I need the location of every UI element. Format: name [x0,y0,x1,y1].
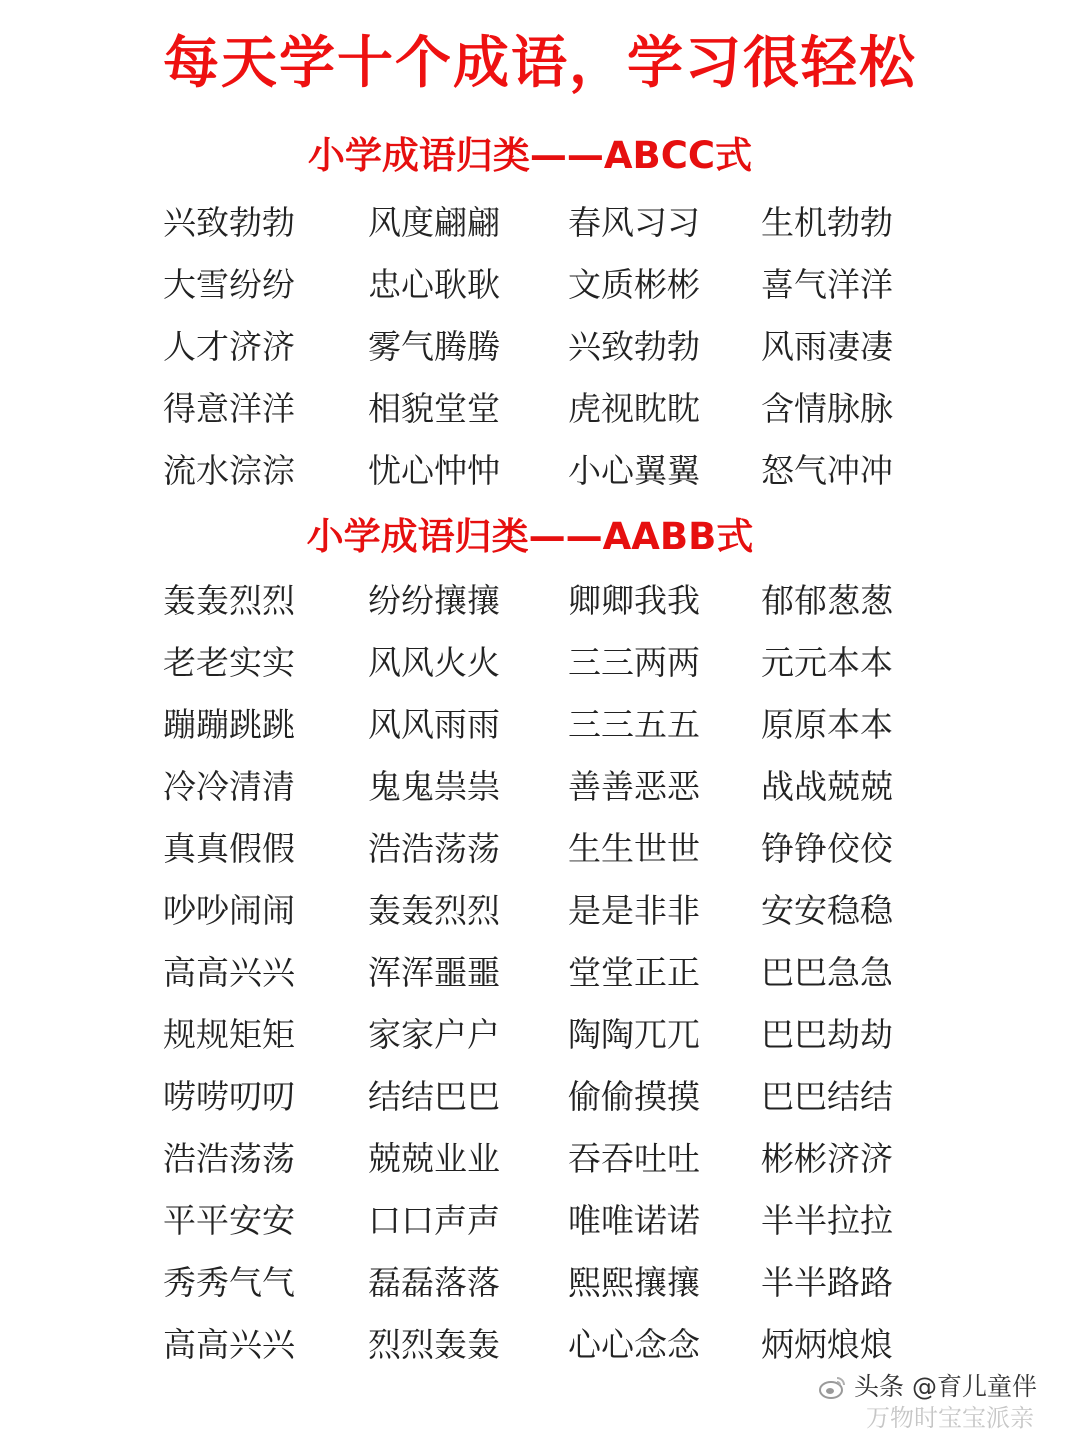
idiom-cell: 秀秀气气 [163,1263,295,1302]
idiom-cell: 兴致勃勃 [163,203,295,242]
watermark-line [818,1370,1037,1404]
idiom-cell: 生机勃勃 [761,203,893,242]
idiom-grid-aabb [163,570,943,1376]
idiom-cell: 原原本本 [761,705,893,744]
idiom-cell: 平平安安 [163,1201,295,1240]
idiom-cell: 元元本本 [761,643,893,682]
idiom-cell: 偷偷摸摸 [568,1077,700,1116]
idiom-cell: 人才济济 [163,327,295,366]
idiom-cell: 吵吵闹闹 [163,891,295,930]
idiom-cell: 流水淙淙 [163,451,295,490]
idiom-cell: 轰轰烈烈 [368,891,500,930]
idiom-cell: 熙熙攘攘 [568,1263,700,1302]
idiom-cell: 浩浩荡荡 [163,1139,295,1178]
idiom-cell: 半半拉拉 [761,1201,893,1240]
idiom-cell: 善善恶恶 [568,767,700,806]
idiom-cell: 彬彬济济 [761,1139,893,1178]
idiom-cell: 相貌堂堂 [368,389,500,428]
idiom-cell: 喜气洋洋 [761,265,893,304]
idiom-cell: 蹦蹦跳跳 [163,705,295,744]
idiom-cell: 高高兴兴 [163,953,295,992]
idiom-cell: 陶陶兀兀 [568,1015,700,1054]
idiom-cell: 忠心耿耿 [368,265,500,304]
idiom-cell: 忧心忡忡 [368,451,500,490]
idiom-grid-abcc [163,192,943,502]
idiom-cell: 半半路路 [761,1263,893,1302]
idiom-cell: 兢兢业业 [368,1139,500,1178]
idiom-cell: 磊磊落落 [368,1263,500,1302]
weibo-logo-icon [818,1372,848,1402]
idiom-cell: 安安稳稳 [761,891,893,930]
idiom-cell: 兴致勃勃 [568,327,700,366]
idiom-cell: 巴巴急急 [761,953,893,992]
idiom-cell: 春风习习 [568,203,700,242]
idiom-cell: 郁郁葱葱 [761,581,893,620]
idiom-cell: 三三五五 [568,705,700,744]
section-heading-aabb: 小学成语归类——AABB式 [306,515,754,558]
idiom-cell: 卿卿我我 [568,581,700,620]
idiom-cell: 风雨凄凄 [761,327,893,366]
idiom-cell: 唯唯诺诺 [568,1201,700,1240]
idiom-cell: 炳炳烺烺 [761,1325,893,1364]
idiom-cell: 冷冷清清 [163,767,295,806]
watermark [818,1370,1080,1439]
page-title: 每天学十个成语，学习很轻松 [163,31,917,96]
idiom-cell: 高高兴兴 [163,1325,295,1364]
section-heading-abcc: 小学成语归类——ABCC式 [307,134,753,177]
idiom-cell: 浑浑噩噩 [368,953,500,992]
idiom-cell: 文质彬彬 [568,265,700,304]
idiom-cell: 小心翼翼 [568,451,700,490]
idiom-cell: 浩浩荡荡 [368,829,500,868]
idiom-cell: 铮铮佼佼 [761,829,893,868]
idiom-cell: 唠唠叨叨 [163,1077,295,1116]
idiom-cell: 怒气冲冲 [761,451,893,490]
idiom-cell: 虎视眈眈 [568,389,700,428]
idiom-cell: 鬼鬼祟祟 [368,767,500,806]
idiom-cell: 大雪纷纷 [163,265,295,304]
idiom-cell: 心心念念 [568,1325,700,1364]
idiom-cell: 风风火火 [368,643,500,682]
idiom-cell: 生生世世 [568,829,700,868]
idiom-cell: 是是非非 [568,891,700,930]
idiom-cell: 轰轰烈烈 [163,581,295,620]
idiom-cell: 风风雨雨 [368,705,500,744]
watermark-subtext: 万物时宝宝派亲 [866,1404,1034,1432]
idiom-cell: 堂堂正正 [568,953,700,992]
idiom-cell: 老老实实 [163,643,295,682]
idiom-cell: 烈烈轰轰 [368,1325,500,1364]
idiom-cell: 得意洋洋 [163,389,295,428]
idiom-cell: 真真假假 [163,829,295,868]
idiom-cell: 巴巴结结 [761,1077,893,1116]
idiom-cell: 三三两两 [568,643,700,682]
idiom-cell: 含情脉脉 [761,389,893,428]
idiom-cell: 家家户户 [368,1015,500,1054]
idiom-cell: 口口声声 [368,1201,500,1240]
idiom-cell: 结结巴巴 [368,1077,500,1116]
idiom-cell: 雾气腾腾 [368,327,500,366]
watermark-text: 头条 @育儿童伴 [854,1372,1037,1401]
idiom-cell: 吞吞吐吐 [568,1139,700,1178]
idiom-cell: 巴巴劫劫 [761,1015,893,1054]
idiom-cell: 风度翩翩 [368,203,500,242]
idiom-cell: 战战兢兢 [761,767,893,806]
idiom-cell: 规规矩矩 [163,1015,295,1054]
idiom-cell: 纷纷攘攘 [368,581,500,620]
